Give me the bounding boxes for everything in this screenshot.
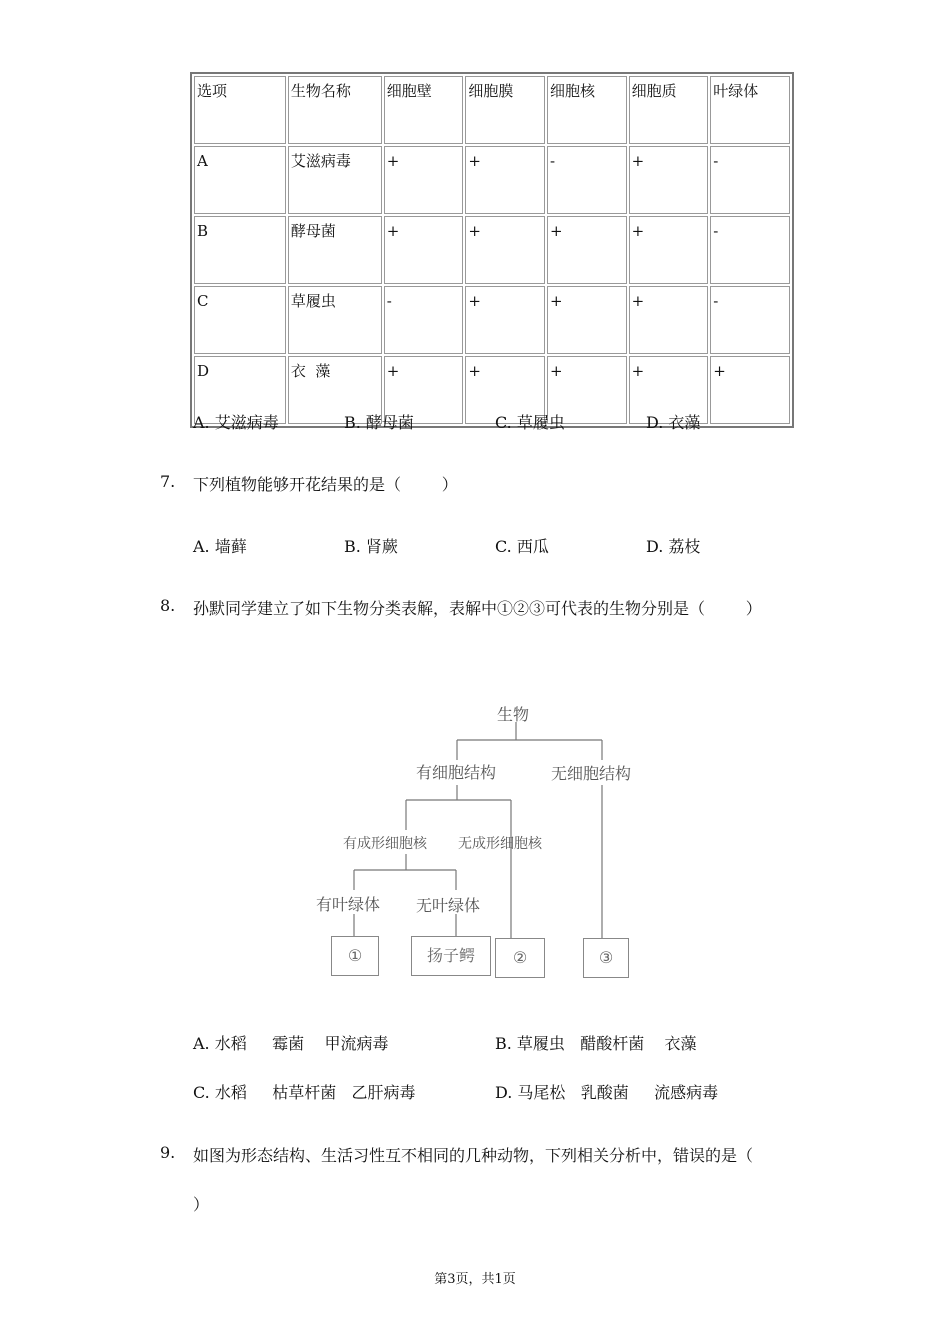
q7-option-a[interactable]: A. 墙藓 — [193, 537, 247, 556]
table-header-cell: 细胞壁 — [384, 76, 464, 144]
q7-option-c[interactable]: C. 西瓜 — [495, 537, 549, 556]
table-cell: + — [710, 356, 790, 424]
table-cell: B — [194, 216, 286, 284]
q8-option-b[interactable]: B. 草履虫 醋酸杆菌 衣藻 — [495, 1034, 697, 1053]
q6-option-c[interactable]: C. 草履虫 — [495, 413, 565, 432]
table-header-cell: 细胞膜 — [465, 76, 545, 144]
table-cell: - — [710, 216, 790, 284]
table-cell: + — [384, 356, 464, 424]
table-header-cell: 细胞质 — [629, 76, 709, 144]
q7-number: 7. — [160, 472, 176, 491]
table-header-row — [194, 76, 790, 144]
table-cell: D — [194, 356, 286, 424]
table-row — [194, 356, 790, 424]
table-cell: + — [547, 216, 627, 284]
table-cell: + — [465, 216, 545, 284]
page-footer: 第3页，共1页 — [434, 1272, 516, 1287]
diagram-node-no-chloroplast: 无叶绿体 — [416, 896, 481, 915]
table-row — [194, 286, 790, 354]
table-cell: + — [384, 146, 464, 214]
table-cell: + — [629, 356, 709, 424]
table-cell: + — [465, 356, 545, 424]
diagram-node-cellular: 有细胞结构 — [416, 763, 497, 782]
diagram-node-no-nucleus: 无成形细胞核 — [458, 836, 542, 852]
q7-option-d[interactable]: D. 荔枝 — [646, 537, 701, 556]
q9-text: 如图为形态结构、生活习性互不相同的几种动物，下列相关分析中，错误的是（ — [193, 1146, 754, 1165]
table-header-cell: 生物名称 — [288, 76, 382, 144]
table-cell: - — [384, 286, 464, 354]
q8-text: 孙默同学建立了如下生物分类表解，表解中①②③可代表的生物分别是（ ） — [193, 599, 762, 618]
diagram-box-1: ① — [331, 936, 379, 976]
diagram-node-acellular: 无细胞结构 — [551, 764, 632, 783]
diagram-node-chloroplast: 有叶绿体 — [316, 895, 381, 914]
table-cell: + — [384, 216, 464, 284]
table-row — [194, 146, 790, 214]
table-cell: + — [629, 286, 709, 354]
table-cell: - — [710, 146, 790, 214]
table-cell: + — [629, 216, 709, 284]
table-header-cell: 选项 — [194, 76, 286, 144]
organism-table — [190, 72, 794, 428]
table-cell: + — [465, 146, 545, 214]
q6-option-a[interactable]: A. 艾滋病毒 — [193, 413, 279, 432]
table-cell: - — [547, 146, 627, 214]
q8-number: 8. — [160, 596, 176, 615]
q9-number: 9. — [160, 1143, 176, 1162]
q6-option-b[interactable]: B. 酵母菌 — [344, 413, 414, 432]
table-cell: A — [194, 146, 286, 214]
q8-option-d[interactable]: D. 马尾松 乳酸菌 流感病毒 — [495, 1083, 719, 1102]
table-cell: 衣 藻 — [288, 356, 382, 424]
diagram-box-3: ③ — [583, 938, 629, 978]
classification-diagram — [300, 690, 660, 990]
diagram-node-root: 生物 — [497, 705, 530, 724]
q7-text: 下列植物能够开花结果的是（ ） — [193, 475, 458, 494]
table-cell: + — [465, 286, 545, 354]
q8-option-c[interactable]: C. 水稻 枯草杆菌 乙肝病毒 — [193, 1083, 416, 1102]
table-cell: 草履虫 — [288, 286, 382, 354]
diagram-box-example: 扬子鳄 — [411, 936, 491, 976]
q7-option-b[interactable]: B. 肾蕨 — [344, 537, 398, 556]
diagram-box-2: ② — [495, 938, 545, 978]
table-cell: + — [629, 146, 709, 214]
table-cell: - — [710, 286, 790, 354]
table-cell: + — [547, 356, 627, 424]
q6-option-d[interactable]: D. 衣藻 — [646, 413, 701, 432]
table-cell: 酵母菌 — [288, 216, 382, 284]
table-cell: 艾滋病毒 — [288, 146, 382, 214]
table-cell: + — [547, 286, 627, 354]
table-header-cell: 细胞核 — [547, 76, 627, 144]
q8-option-a[interactable]: A. 水稻 霉菌 甲流病毒 — [193, 1034, 389, 1053]
diagram-node-nucleus: 有成形细胞核 — [343, 836, 427, 852]
table-header-cell: 叶绿体 — [710, 76, 790, 144]
table-row — [194, 216, 790, 284]
q9-text-continuation: ） — [193, 1195, 210, 1214]
table-cell: C — [194, 286, 286, 354]
